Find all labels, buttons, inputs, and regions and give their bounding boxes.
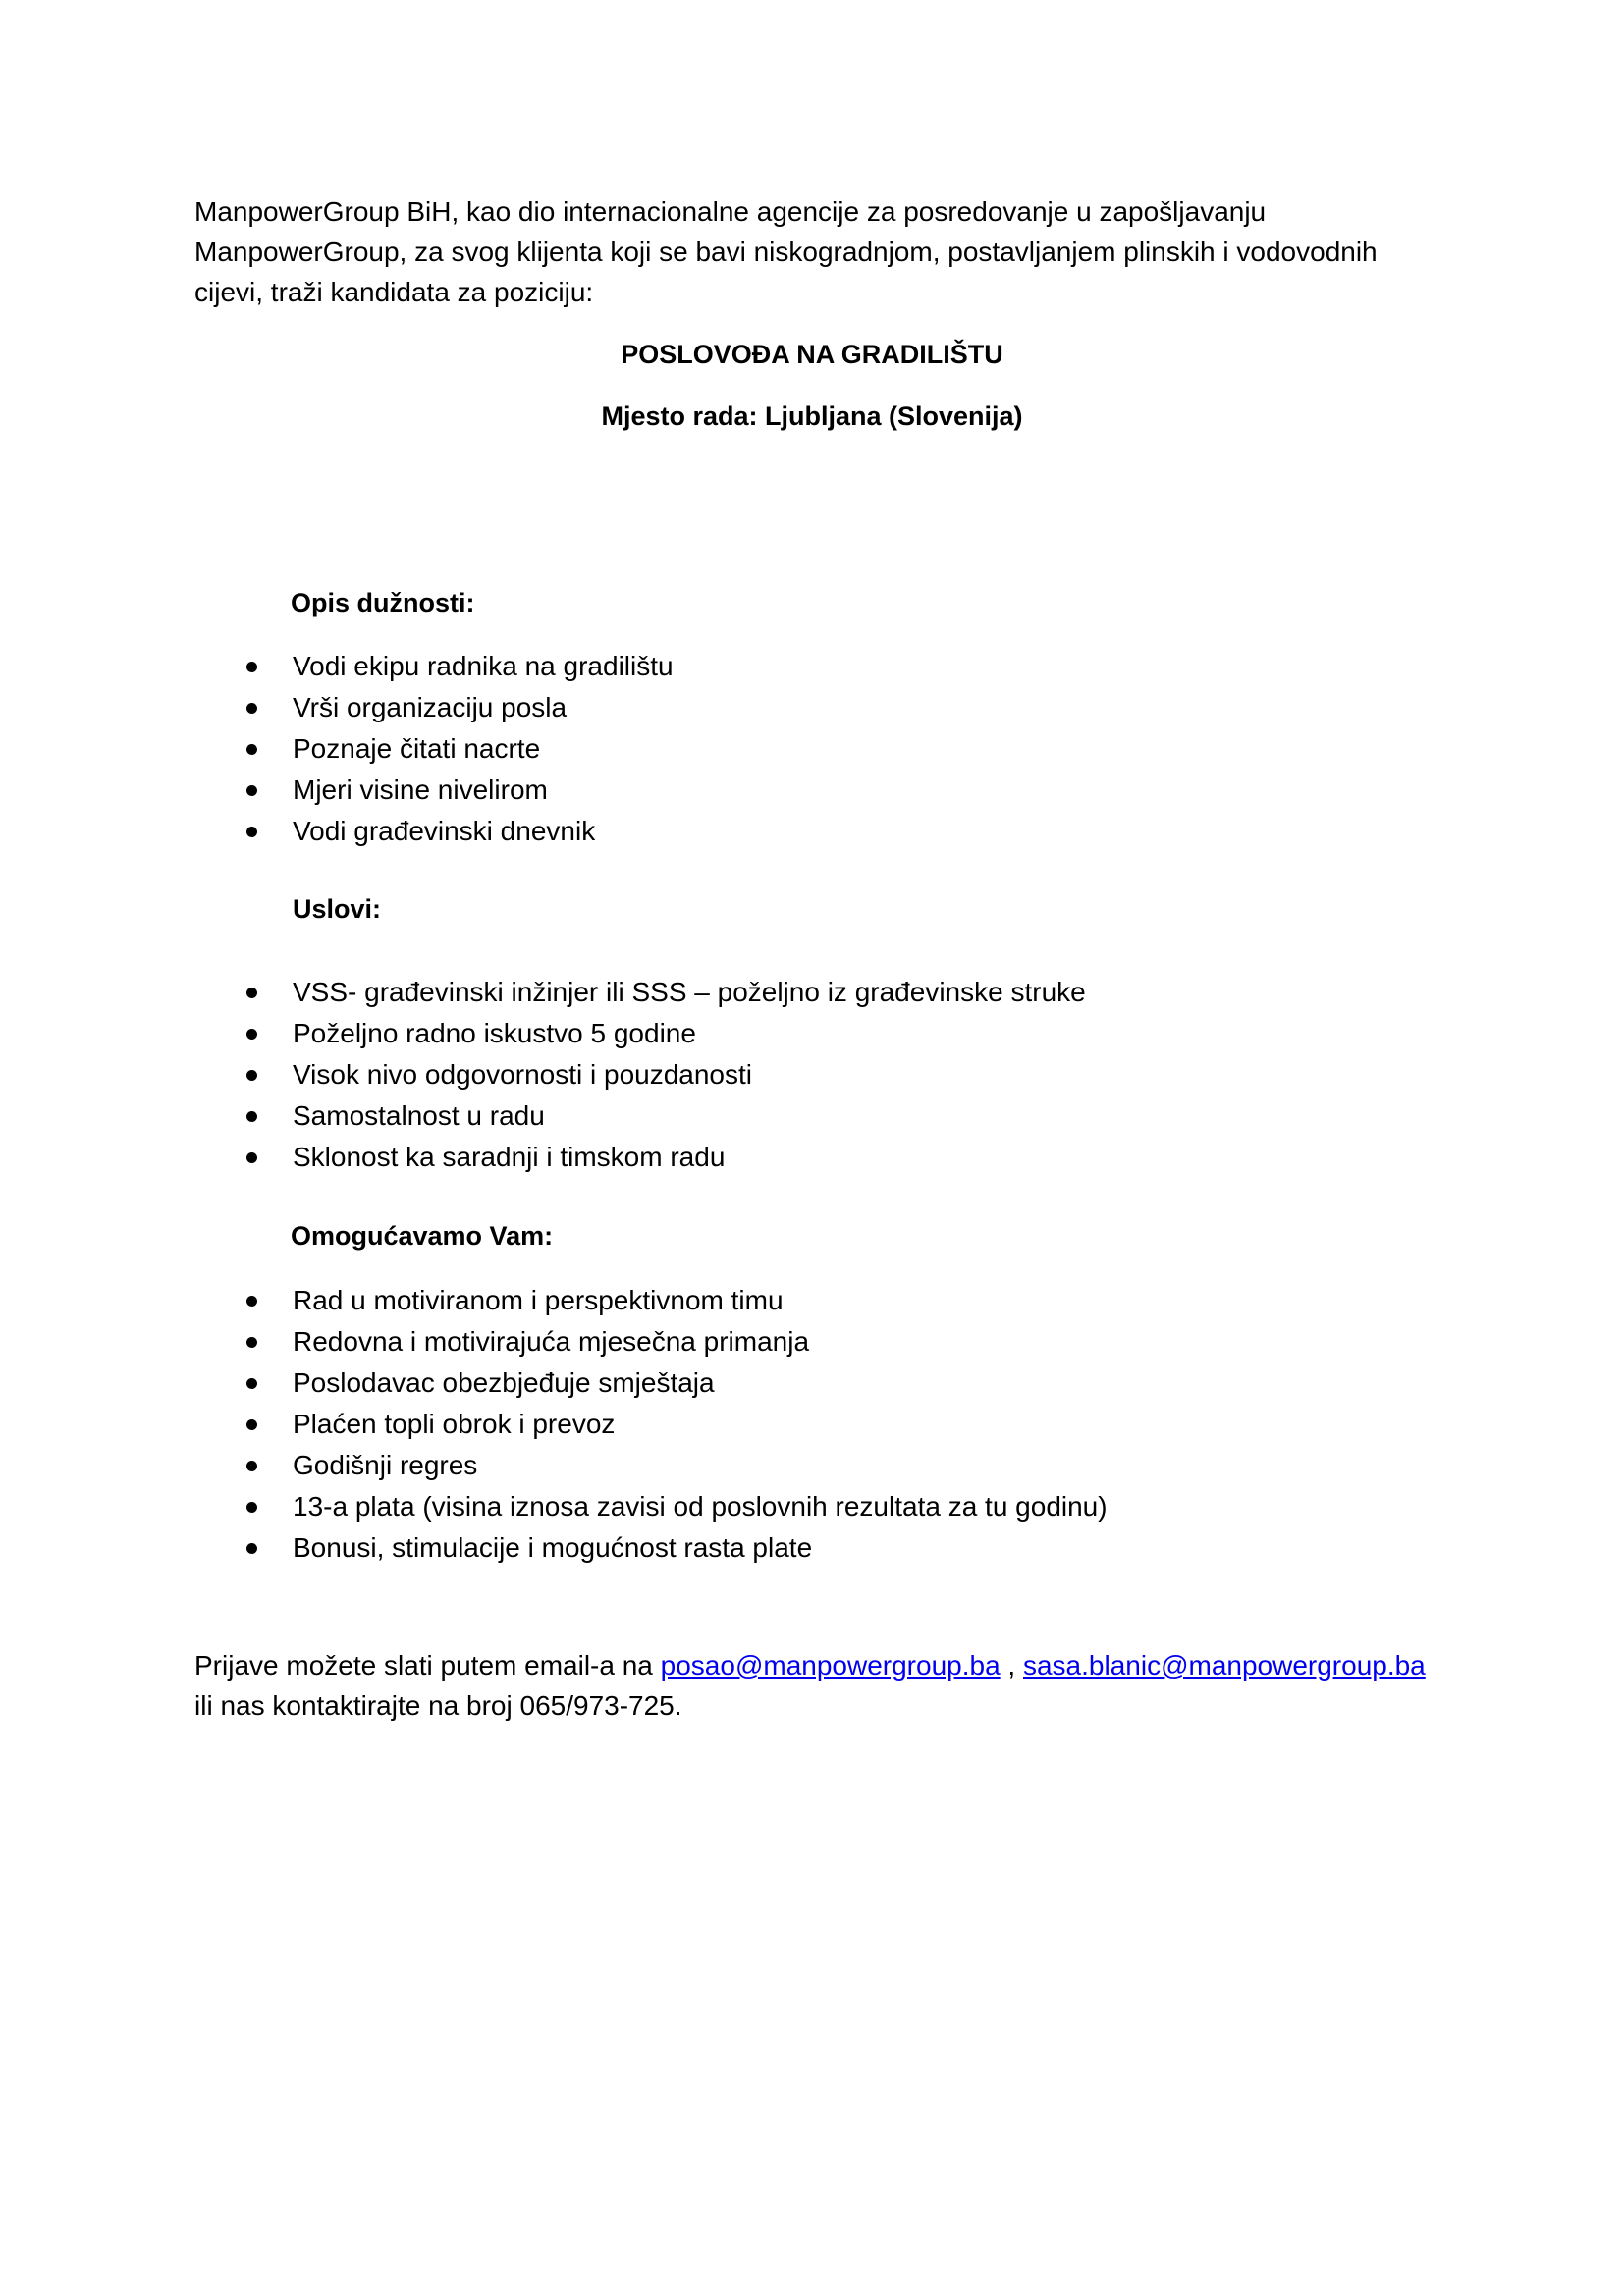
offer-item: 13-a plata (visina iznosa zavisi od poslovnih rezultata za tu godinu) [293, 1491, 1108, 1522]
bullet-icon [246, 1543, 257, 1554]
bullet-icon [246, 1419, 257, 1430]
bullet-icon [246, 827, 257, 837]
offer-item: Godišnji regres [293, 1450, 478, 1480]
duties-item: Vodi građevinski dnevnik [293, 816, 596, 846]
bullet-icon [246, 1502, 257, 1513]
email-link-sasa[interactable]: sasa.blanic@manpowergroup.ba [1022, 1650, 1426, 1681]
requirements-item: Samostalnost u radu [293, 1100, 545, 1131]
email-link-posao[interactable]: posao@manpowergroup.ba [660, 1650, 1001, 1681]
duties-heading: Opis dužnosti: [291, 588, 475, 617]
bullet-icon [246, 662, 257, 672]
bullet-icon [246, 785, 257, 796]
offer-item: Bonusi, stimulacije i mogućnost rasta plate [293, 1532, 813, 1563]
bullet-icon [246, 744, 257, 755]
requirements-item: Sklonost ka saradnji i timskom radu [293, 1142, 726, 1172]
requirements-item: Poželjno radno iskustvo 5 godine [293, 1018, 696, 1048]
intro-line-2: ManpowerGroup, za svog klijenta koji se bavi niskogradnjom, postavljanjem plinskih i vodovodnih [194, 237, 1378, 267]
duties-item: Vrši organizaciju posla [293, 692, 568, 722]
contact-line-1 [194, 1646, 1426, 1685]
position-title: POSLOVOĐA NA GRADILIŠTU [621, 340, 1003, 369]
bullet-icon [246, 1378, 257, 1389]
position-location: Mjesto rada: Ljubljana (Slovenija) [601, 401, 1023, 431]
bullet-icon [246, 703, 257, 714]
intro-line-1: ManpowerGroup BiH, kao dio internacionalne agencije za posredovanje u zapošljavanju [194, 196, 1267, 227]
bullet-icon [246, 1152, 257, 1163]
offer-item: Plaćen topli obrok i prevoz [293, 1409, 616, 1439]
offer-item: Poslodavac obezbjeđuje smještaja [293, 1367, 715, 1398]
requirements-item: VSS- građevinski inžinjer ili SSS – poželjno iz građevinske struke [293, 977, 1086, 1007]
bullet-icon [246, 988, 257, 998]
requirements-heading: Uslovi: [293, 894, 382, 924]
bullet-icon [246, 1070, 257, 1081]
intro-line-3: cijevi, traži kandidata za poziciju: [194, 277, 594, 307]
bullet-icon [246, 1111, 257, 1122]
contact-separator: , [1007, 1650, 1016, 1681]
offer-item: Rad u motiviranom i perspektivnom timu [293, 1285, 784, 1315]
requirements-item: Visok nivo odgovornosti i pouzdanosti [293, 1059, 753, 1090]
offer-item: Redovna i motivirajuća mjesečna primanja [293, 1326, 810, 1357]
contact-prefix: Prijave možete slati putem email-a na [194, 1650, 653, 1681]
bullet-icon [246, 1337, 257, 1348]
bullet-icon [246, 1296, 257, 1307]
bullet-icon [246, 1029, 257, 1040]
duties-item: Vodi ekipu radnika na gradilištu [293, 651, 674, 681]
duties-item: Mjeri visine nivelirom [293, 774, 548, 805]
contact-line-2: ili nas kontaktirajte na broj 065/973-725. [194, 1690, 682, 1721]
duties-item: Poznaje čitati nacrte [293, 733, 541, 764]
bullet-icon [246, 1461, 257, 1471]
offer-heading: Omogućavamo Vam: [291, 1221, 554, 1251]
